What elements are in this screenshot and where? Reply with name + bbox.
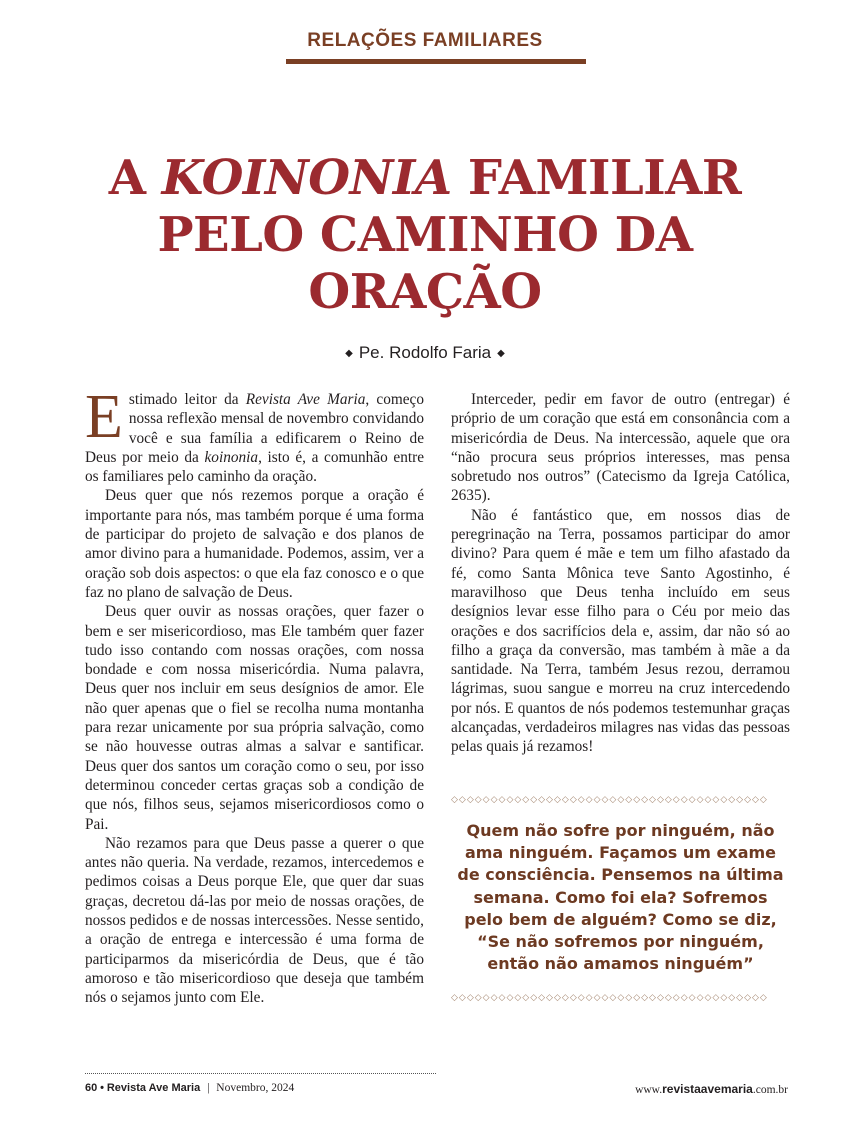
footer-dot: • (100, 1082, 104, 1094)
section-underline (286, 59, 586, 64)
section-label: RELAÇÕES FAMILIARES (307, 30, 543, 51)
footer-folio (85, 1082, 294, 1094)
pull-quote (451, 820, 790, 975)
drop-cap: E (85, 383, 123, 451)
pull-quote-line: de consciência. Pensemos na última (457, 865, 784, 885)
title-word-a: A (108, 150, 146, 206)
title-line-3: ORAÇÃO (308, 264, 542, 320)
url-suffix: .com.br (752, 1084, 788, 1096)
footer-separator: | (207, 1082, 210, 1094)
footer-website[interactable] (635, 1082, 788, 1096)
intro-text-b: , começo nossa reflexão mensal de novembro convidando você e sua família a edificarem o Reino de Deus por meio da (85, 391, 424, 466)
koinonia-term: koinonia (204, 448, 259, 466)
title-line-2: PELO CAMINHO DA (157, 207, 693, 263)
pull-quote-line: “Se não sofremos por ninguém, (477, 932, 764, 952)
title-word-koinonia: KOINONIA (161, 150, 452, 206)
intro-text-a: stimado leitor da (128, 391, 246, 408)
url-prefix: www. (635, 1084, 663, 1096)
paragraph: Não rezamos para que Deus passe a querer o que antes não queria. Na verdade, rezamos, intercedemos e pedimos coisas a Deus porque Ele, que quer dar suas graças, decretou dá-las por meio de nossas orações, de nossos pedidos e de nossas intercessões. Nesse sentido, a oração de entrega e intercessão é uma forma de participarmos da misericórdia de Deus, que é tão amoroso e tão misericordioso que deseja que também nós o sejamos junto com Ele. (85, 834, 424, 1007)
pull-quote-line: ama ninguém. Façamos um exame (464, 843, 777, 863)
url-brand: revistaavemaria (662, 1082, 753, 1096)
quote-ornament-top: ◇◇◇◇◇◇◇◇◇◇◇◇◇◇◇◇◇◇◇◇◇◇◇◇◇◇◇◇◇◇◇◇◇◇◇◇◇◇◇◇ (451, 795, 768, 805)
footer-divider (85, 1073, 436, 1074)
intro-text-c: , isto é, a comunhão entre os familiares pelo caminho da oração. (85, 448, 424, 486)
paragraph: Deus quer ouvir as nossas orações, quer fazer o bem e ser misericordioso, mas Ele também quer fazer tudo isso contando com nossas orações, com nossa bondade e com nossa misericórdia. Numa palavra, Deus quer nos incluir em seus desígnios de amor. Ele não quer apenas que o fiel se recolha numa montanha para rezar unicamente por sua própria salvação, como se não houvesse outras almas a salvar e santificar. Deus quer dos santos um coração como o seu, por isso determinou conceder certas graças sob a condição de que nós, filhos seus, sejamos misericordiosos como o Pai. (85, 603, 424, 833)
byline-diamond-right: ◆ (497, 348, 505, 359)
magazine-name: Revista Ave Maria (245, 391, 366, 408)
pull-quote-line: pelo bem de alguém? Como se diz, (464, 909, 777, 929)
byline (0, 343, 850, 363)
author-name: Pe. Rodolfo Faria (358, 343, 492, 362)
title-word-familiar: FAMILIAR (467, 150, 742, 206)
issue-date: Novembro, 2024 (216, 1082, 295, 1094)
right-column (451, 390, 790, 757)
left-column (85, 383, 424, 1008)
pull-quote-line: Quem não sofre por ninguém, não (466, 821, 775, 840)
pull-quote-line: então não amamos ninguém” (487, 954, 754, 974)
quote-ornament-bottom: ◇◇◇◇◇◇◇◇◇◇◇◇◇◇◇◇◇◇◇◇◇◇◇◇◇◇◇◇◇◇◇◇◇◇◇◇◇◇◇◇ (451, 993, 768, 1003)
article-title (0, 150, 850, 321)
paragraph-intro (85, 383, 424, 486)
pull-quote-line: semana. Como foi ela? Sofremos (473, 887, 768, 907)
byline-diamond-left: ◆ (345, 348, 353, 359)
paragraph: Interceder, pedir em favor de outro (entregar) é próprio de um coração que está em consonância com a misericórdia de Deus. Na intercessão, aquele que ora “não procura seus próprios interesses, mas pensa sobretudo nos outros” (Catecismo da Igreja Católica, 2635). (451, 391, 790, 505)
paragraph: Deus quer que nós rezemos porque a oração é importante para nós, mas também porque é uma forma de participar do projeto de salvação e dos planos de amor divino para a humanidade. Podemos, assim, ver a oração sob dois aspectos: o que ela faz conosco e o que faz no plano de salvação de Deus. (85, 487, 424, 601)
publication-name: Revista Ave Maria (106, 1082, 201, 1094)
paragraph: Não é fantástico que, em nossos dias de peregrinação na Terra, possamos participar do amor divino? Para quem é mãe e tem um filho afastado da fé, como Santa Mônica teve Santo Agostinho, é maravilhoso que Deus tenha incluído em seus desígnios levar esse filho para o Céu por meio das orações e dos sacrifícios dela e, assim, dar não só ao filho a graça da conversão, mas também à mãe a da santidade. Na Terra, também Jesus rezou, derramou lágrimas, suou sangue e morreu na cruz intercedendo por nós. E quantos de nós podemos testemunhar graças alcançadas, verdadeiros milagres nas vidas das pessoas pelas quais já rezamos! (451, 506, 790, 756)
page-number: 60 (85, 1082, 98, 1094)
